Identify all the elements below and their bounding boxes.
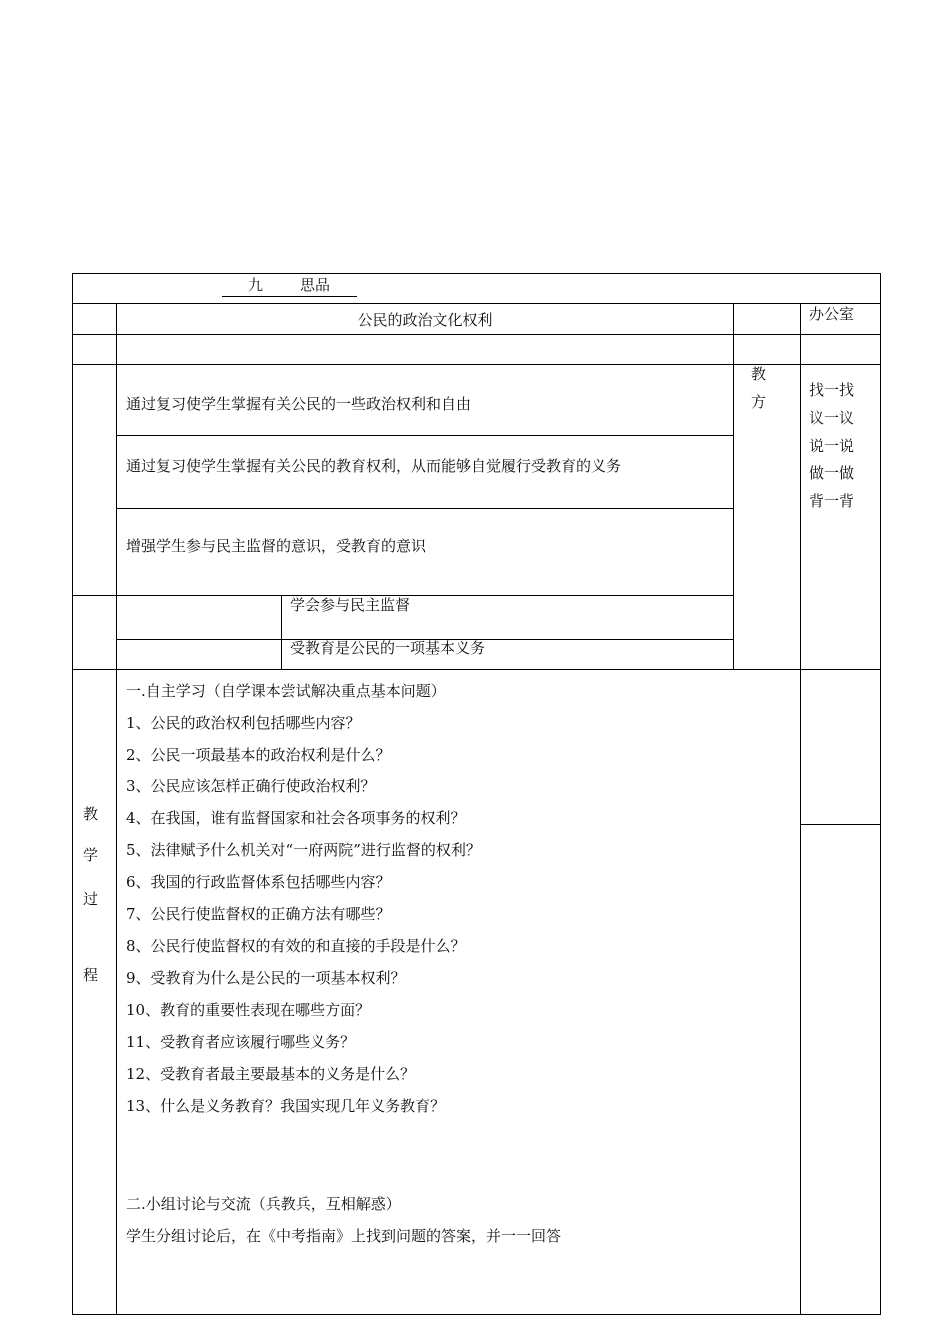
section1-title: 一.自主学习（自学课本尝试解决重点基本问题） — [126, 682, 446, 700]
process-label-char: 学 — [83, 846, 99, 864]
location-text: 办公室 — [809, 305, 855, 323]
question-item: 3、公民应该怎样正确行使政治权利？ — [126, 777, 376, 795]
row-divider — [116, 435, 734, 436]
method-item: 议一议 — [809, 409, 855, 427]
header-line — [222, 275, 357, 297]
method-item: 做一做 — [809, 464, 855, 482]
method-item: 说一说 — [809, 437, 855, 455]
table-border-top — [72, 273, 881, 274]
column-divider — [733, 303, 734, 670]
question-item: 7、公民行使监督权的正确方法有哪些？ — [126, 905, 391, 923]
question-item: 10、教育的重要性表现在哪些方面？ — [126, 1001, 371, 1019]
question-item: 8、公民行使监督权的有效的和直接的手段是什么？ — [126, 937, 466, 955]
row-divider — [72, 669, 881, 670]
question-item: 2、公民一项最基本的政治权利是什么？ — [126, 746, 391, 764]
table-border-left — [72, 273, 73, 1315]
row-divider — [72, 303, 881, 304]
key-point-2: 受教育是公民的一项基本义务 — [290, 639, 486, 657]
row-divider — [800, 824, 881, 825]
section2-title: 二.小组讨论与交流（兵教兵，互相解惑） — [126, 1195, 401, 1213]
column-divider — [116, 303, 117, 1315]
question-item: 12、受教育者最主要最基本的义务是什么？ — [126, 1065, 416, 1083]
table-border-bottom — [72, 1314, 881, 1315]
method-label-1: 教 — [751, 365, 767, 383]
key-point-1: 学会参与民主监督 — [290, 596, 411, 614]
question-item: 9、受教育为什么是公民的一项基本权利？ — [126, 969, 406, 987]
section2-body: 学生分组讨论后，在《中考指南》上找到问题的答案，并一一回答 — [126, 1227, 562, 1245]
method-label-2: 方 — [751, 393, 767, 411]
row-divider — [72, 334, 881, 335]
method-item: 找一找 — [809, 381, 855, 399]
objective-3: 增强学生参与民主监督的意识，受教育的意识 — [126, 537, 427, 555]
question-item: 11、受教育者应该履行哪些义务？ — [126, 1033, 356, 1051]
topic-title: 公民的政治文化权利 — [357, 311, 493, 329]
grade-text: 九 — [248, 276, 264, 294]
objective-2: 通过复习使学生掌握有关公民的教育权利，从而能够自觉履行受教育的义务 — [126, 457, 622, 475]
objective-1: 通过复习使学生掌握有关公民的一些政治权利和自由 — [126, 395, 472, 413]
column-divider — [800, 303, 801, 1315]
process-label-char: 程 — [83, 966, 99, 984]
question-item: 6、我国的行政监督体系包括哪些内容？ — [126, 873, 391, 891]
column-divider — [281, 595, 282, 670]
question-item: 5、法律赋予什么机关对“一府两院”进行监督的权利？ — [126, 841, 481, 859]
process-label-char: 教 — [83, 805, 99, 823]
subject-text: 思品 — [300, 276, 331, 294]
row-divider — [116, 508, 734, 509]
question-item: 4、在我国，谁有监督国家和社会各项事务的权利？ — [126, 809, 466, 827]
question-item: 13、什么是义务教育？我国实现几年义务教育？ — [126, 1097, 446, 1115]
method-item: 背一背 — [809, 492, 855, 510]
table-border-right — [880, 273, 881, 1315]
question-item: 1、公民的政治权利包括哪些内容？ — [126, 714, 361, 732]
process-label-char: 过 — [83, 890, 99, 908]
